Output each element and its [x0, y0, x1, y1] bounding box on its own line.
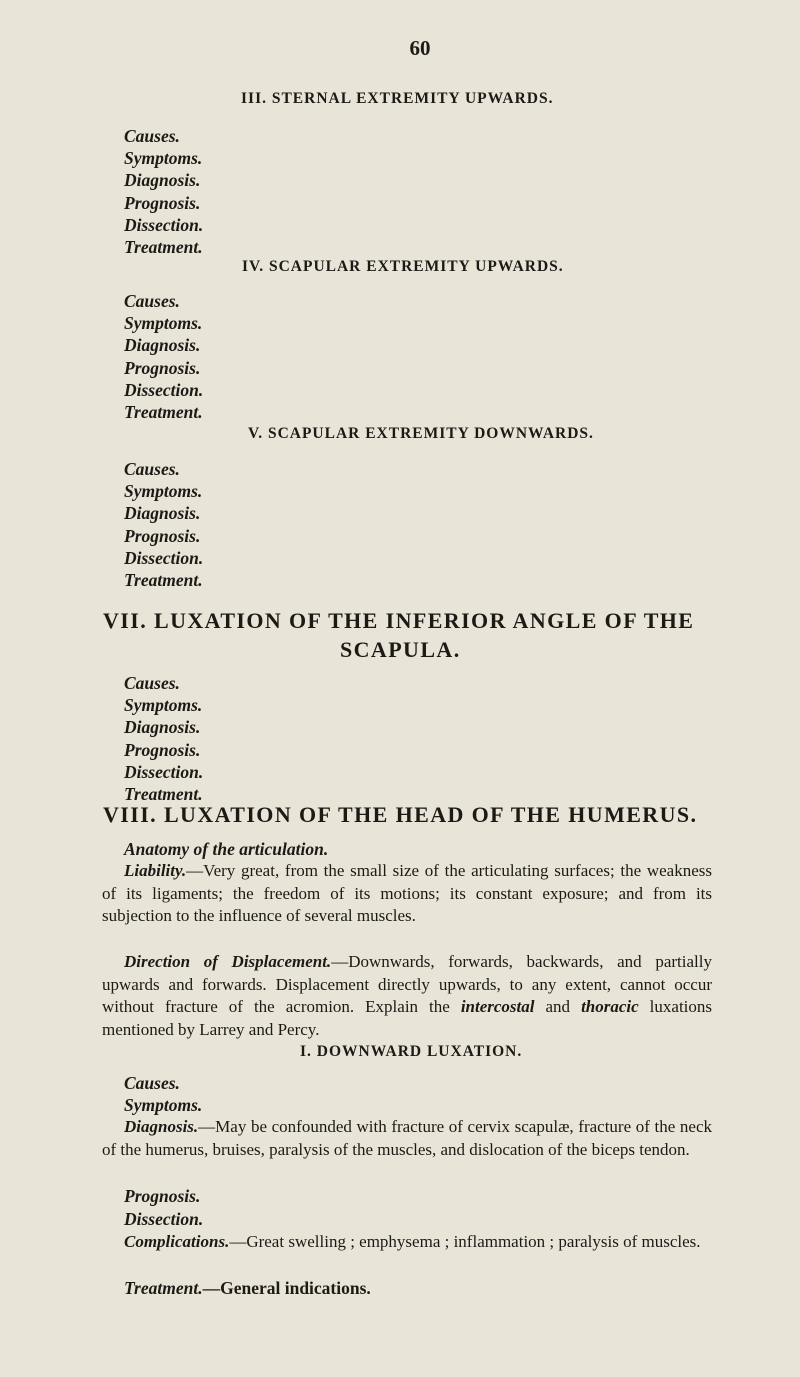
list-item: Prognosis. — [124, 192, 201, 213]
list-item: Dissection. — [124, 379, 204, 400]
direction-text-2: luxations mentioned by Larrey and Percy. — [102, 997, 713, 1040]
list-item: Dissection. — [124, 761, 204, 782]
prognosis-line: Prognosis. — [124, 1186, 201, 1206]
list-item: Symptoms. — [124, 695, 203, 716]
complications-paragraph — [102, 1231, 712, 1254]
list-item: Diagnosis. — [124, 335, 201, 356]
list-item: Causes. — [124, 459, 180, 479]
list-item: Symptoms. — [124, 148, 203, 169]
section-heading-humerus: VIII. LUXATION OF THE HEAD OF THE HUMERUS. — [103, 802, 698, 827]
direction-text-1: —Downwards, forwards, backwards, and partially upwards and forwards. Displacement directly upwards, to any extent, cannot occur without fracture of the acromion. Explain the — [102, 952, 712, 1017]
diagnosis-label: Diagnosis. — [124, 1117, 199, 1136]
page-number: 60 — [409, 36, 431, 60]
subsection-list-scapular-upwards — [124, 290, 203, 423]
symptoms-line: Symptoms. — [124, 1095, 203, 1115]
direction-and: and — [534, 997, 582, 1017]
list-item: Causes. — [124, 126, 180, 146]
liability-paragraph — [102, 860, 712, 928]
direction-thoracic: thoracic — [581, 997, 639, 1017]
subsection-list-inferior-angle — [124, 672, 203, 805]
list-item: Dissection. — [124, 214, 204, 235]
dissection-line: Dissection. — [124, 1209, 204, 1229]
list-item: Treatment. — [124, 237, 203, 258]
complications-text: —Great swelling ; emphysema ; inflammation ; paralysis of muscles. — [229, 1232, 701, 1251]
list-item: Prognosis. — [124, 525, 201, 546]
list-item: Dissection. — [124, 547, 204, 568]
list-item: Causes. — [124, 673, 180, 693]
causes-line: Causes. — [124, 1073, 180, 1093]
diagnosis-paragraph — [102, 1116, 712, 1161]
list-item: Symptoms. — [124, 313, 203, 334]
list-item: Causes. — [124, 291, 180, 311]
list-item: Prognosis. — [124, 357, 201, 378]
list-item: Treatment. — [124, 402, 203, 423]
section-heading-scapular-downwards: V. SCAPULAR EXTREMITY DOWNWARDS. — [248, 425, 594, 442]
list-item: Diagnosis. — [124, 503, 201, 524]
list-item: Treatment. — [124, 570, 203, 591]
direction-paragraph — [102, 951, 712, 1042]
liability-text: —Very great, from the small size of the articulating surfaces; the weakness of its ligaments; the freedom of its motions; its constant exposure; and from its subjection to the influence of several muscles. — [102, 861, 712, 926]
treatment-label: Treatment. — [124, 1278, 203, 1298]
liability-label: Liability. — [124, 861, 187, 880]
treatment-text: —General indications. — [202, 1278, 371, 1298]
treatment-line — [124, 1277, 371, 1299]
subsection-list-sternal-upwards — [124, 125, 203, 258]
list-item: Treatment. — [124, 784, 203, 805]
complications-label: Complications. — [124, 1232, 230, 1251]
section-heading-inferior-angle: VII. LUXATION OF THE INFERIOR ANGLE OF THE — [103, 608, 695, 633]
list-item: Diagnosis. — [124, 170, 201, 191]
section-heading-sternal-upwards: III. STERNAL EXTREMITY UPWARDS. — [241, 90, 554, 107]
diagnosis-text: —May be confounded with fracture of cervix scapulæ, fracture of the neck of the humerus, bruises, paralysis of the muscles, and dislocation of the biceps tendon. — [102, 1117, 712, 1159]
subsection-heading-downward-luxation: I. DOWNWARD LUXATION. — [300, 1043, 523, 1060]
list-item: Symptoms. — [124, 481, 203, 502]
subsection-list-scapular-downwards — [124, 458, 203, 591]
section-heading-inferior-angle-cont: SCAPULA. — [340, 637, 461, 662]
list-item: Prognosis. — [124, 739, 201, 760]
list-item: Diagnosis. — [124, 717, 201, 738]
section-heading-scapular-upwards: IV. SCAPULAR EXTREMITY UPWARDS. — [242, 258, 564, 275]
direction-label: Direction of Displacement. — [124, 952, 332, 971]
anatomy-line: Anatomy of the articulation. — [124, 839, 329, 859]
direction-intercostal: intercostal — [460, 997, 535, 1017]
